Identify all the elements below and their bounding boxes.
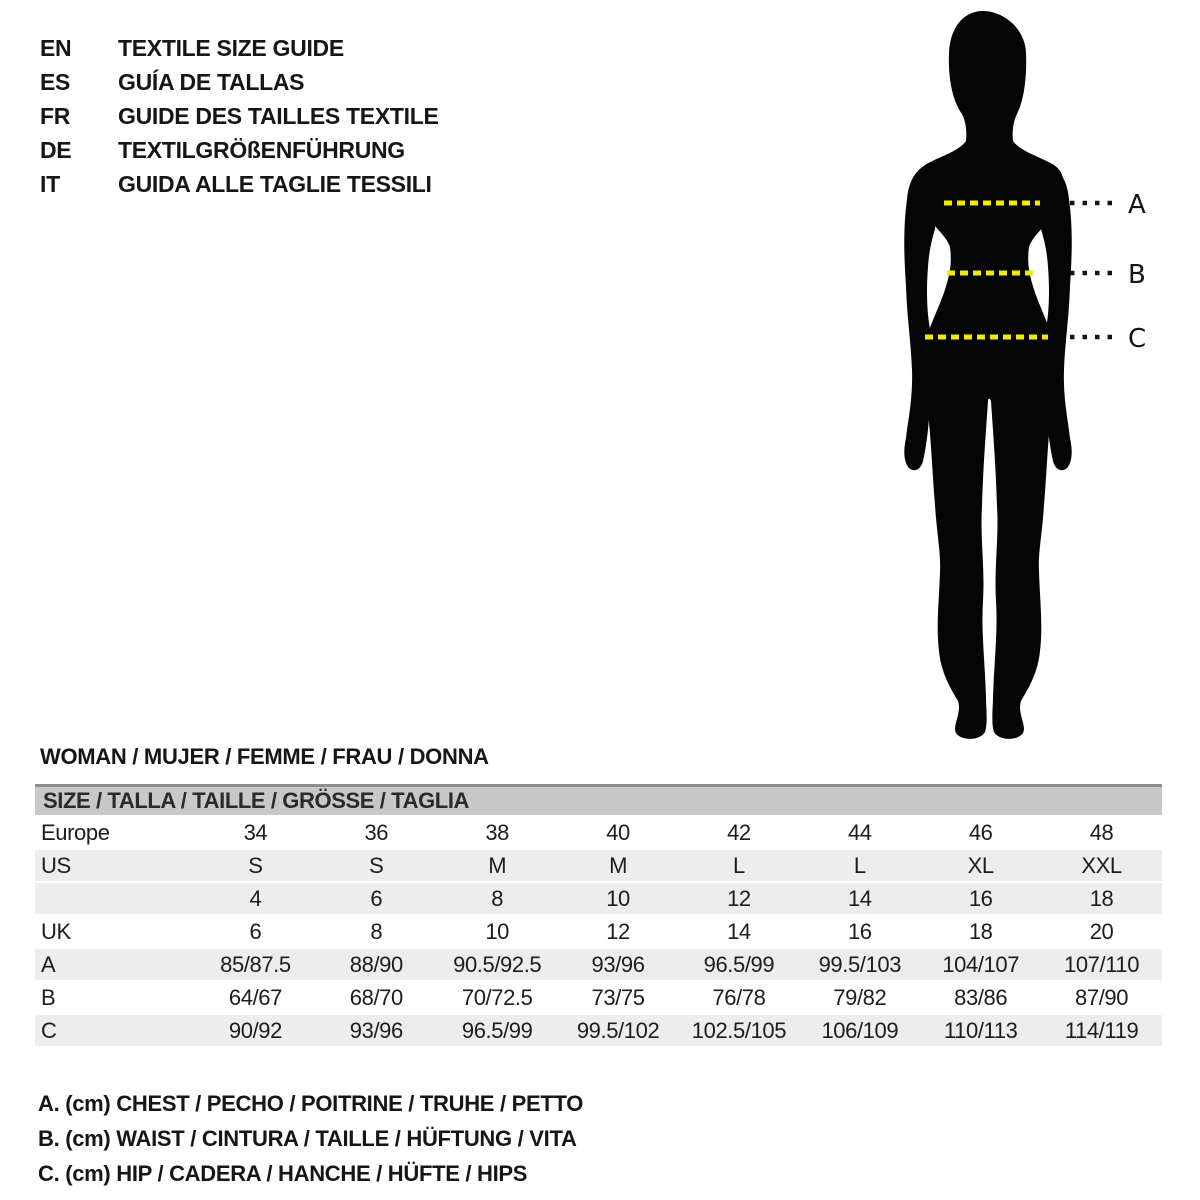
language-code: IT <box>40 170 60 197</box>
table-cell: 40 <box>606 819 630 845</box>
table-cell: 83/86 <box>954 984 1008 1010</box>
legend-waist: B. (cm) WAIST / CINTURA / TAILLE / HÜFTUNG / VITA <box>38 1126 577 1151</box>
table-cell: 10 <box>485 918 510 944</box>
table-cell: 6 <box>249 918 262 944</box>
table-cell: 76/78 <box>712 984 766 1010</box>
language-row-it <box>40 167 439 201</box>
table-cell: S <box>316 849 437 882</box>
table-row-chest-a <box>35 948 1162 981</box>
row-label: UK <box>41 918 71 944</box>
table-cell: L <box>799 849 920 882</box>
table-row-hip-c <box>35 1014 1162 1047</box>
table-cell: XL <box>920 849 1041 882</box>
size-table <box>35 784 1162 1048</box>
table-cell: 102.5/105 <box>679 1014 800 1047</box>
language-row-en <box>40 31 439 65</box>
table-cell: 38 <box>485 819 510 845</box>
table-cell: 46 <box>968 819 993 845</box>
language-row-fr <box>40 99 439 133</box>
table-cell: 34 <box>243 819 268 845</box>
table-row-europe <box>35 816 1162 849</box>
table-cell: 85/87.5 <box>195 948 316 981</box>
table-cell: 96.5/99 <box>437 1014 558 1047</box>
table-cell: 18 <box>1041 882 1162 915</box>
table-cell: 16 <box>847 918 872 944</box>
row-label <box>35 882 195 915</box>
language-title: TEXTILGRÖßENFÜHRUNG <box>118 136 405 163</box>
marker-a-label: A <box>1128 190 1146 220</box>
table-row-us-numbers <box>35 882 1162 915</box>
table-cell: 12 <box>606 918 630 944</box>
table-cell: M <box>437 849 558 882</box>
table-cell: 70/72.5 <box>461 984 533 1010</box>
table-cell: 6 <box>316 882 437 915</box>
table-cell: 90/92 <box>195 1014 316 1047</box>
table-header-label: SIZE / TALLA / TAILLE / GRÖSSE / TAGLIA <box>35 786 1162 817</box>
table-cell: S <box>195 849 316 882</box>
measurement-figure <box>860 0 1200 760</box>
table-cell: 18 <box>968 918 993 944</box>
woman-silhouette <box>915 11 1064 739</box>
table-cell: 93/96 <box>316 1014 437 1047</box>
table-cell: 79/82 <box>833 984 887 1010</box>
table-cell: L <box>679 849 800 882</box>
row-label: C <box>35 1014 195 1047</box>
table-cell: 64/67 <box>228 984 282 1010</box>
table-cell: 12 <box>679 882 800 915</box>
language-code: FR <box>40 102 71 129</box>
table-cell: 4 <box>195 882 316 915</box>
table-cell: 44 <box>847 819 872 845</box>
section-title: WOMAN / MUJER / FEMME / FRAU / DONNA <box>40 744 489 769</box>
table-cell: 96.5/99 <box>679 948 800 981</box>
table-header-row <box>35 786 1162 817</box>
table-cell: 14 <box>727 918 751 944</box>
language-title: GUIDE DES TAILLES TEXTILE <box>118 102 439 129</box>
row-label: US <box>35 849 195 882</box>
language-code: EN <box>40 34 72 61</box>
table-cell: 110/113 <box>920 1014 1041 1047</box>
row-label: Europe <box>41 819 110 845</box>
legend-chest: A. (cm) CHEST / PECHO / POITRINE / TRUHE / PETTO <box>38 1091 584 1116</box>
table-cell: 99.5/103 <box>799 948 920 981</box>
table-cell: 104/107 <box>920 948 1041 981</box>
language-list <box>40 31 439 201</box>
language-title: TEXTILE SIZE GUIDE <box>118 34 344 61</box>
language-title: GUÍA DE TALLAS <box>118 68 305 95</box>
table-cell: 73/75 <box>591 984 645 1010</box>
legend-hip: C. (cm) HIP / CADERA / HANCHE / HÜFTE / HIPS <box>38 1161 528 1186</box>
table-cell: 99.5/102 <box>558 1014 679 1047</box>
table-cell: 8 <box>370 918 383 944</box>
measurement-legend <box>38 1086 583 1191</box>
table-cell: 107/110 <box>1041 948 1162 981</box>
language-code: ES <box>40 68 71 95</box>
table-cell: 68/70 <box>349 984 403 1010</box>
table-row-waist-b <box>35 981 1162 1014</box>
table-cell: M <box>558 849 679 882</box>
table-cell: 20 <box>1089 918 1114 944</box>
marker-c-label: C <box>1128 324 1147 354</box>
language-row-es <box>40 65 439 99</box>
table-cell: 48 <box>1089 819 1114 845</box>
table-cell: 90.5/92.5 <box>437 948 558 981</box>
table-cell: 87/90 <box>1075 984 1129 1010</box>
table-cell: 36 <box>364 819 389 845</box>
language-title: GUIDA ALLE TAGLIE TESSILI <box>118 170 432 197</box>
table-row-us-letters <box>35 849 1162 882</box>
table-cell: 14 <box>799 882 920 915</box>
table-cell: XXL <box>1041 849 1162 882</box>
table-cell: 114/119 <box>1041 1014 1162 1047</box>
table-cell: 93/96 <box>558 948 679 981</box>
language-row-de <box>40 133 439 167</box>
table-cell: 16 <box>920 882 1041 915</box>
table-cell: 88/90 <box>316 948 437 981</box>
row-label: B <box>41 984 56 1010</box>
marker-b-label: B <box>1128 260 1146 290</box>
table-row-uk <box>35 915 1162 948</box>
table-cell: 106/109 <box>799 1014 920 1047</box>
row-label: A <box>35 948 195 981</box>
language-code: DE <box>40 136 72 163</box>
table-cell: 42 <box>727 819 751 845</box>
table-cell: 8 <box>437 882 558 915</box>
table-cell: 10 <box>558 882 679 915</box>
